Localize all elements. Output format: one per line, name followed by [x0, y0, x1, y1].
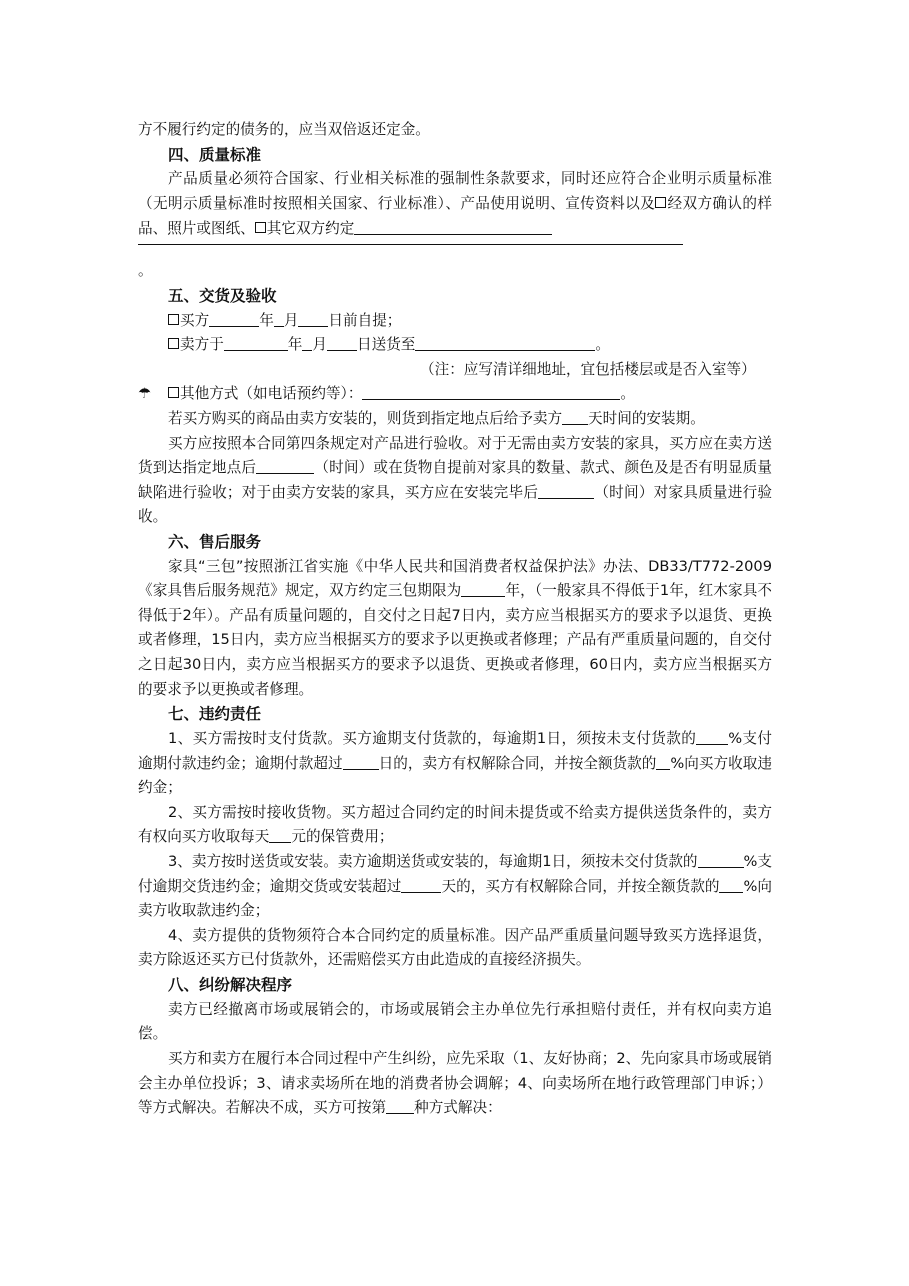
contract-body: [138, 118, 772, 1121]
section-heading-liability: 七、违约责任: [168, 704, 262, 724]
paragraph-liability-3: 3、卖方按时送货或安装。卖方逾期送货或安装的，每逾期1日，须按未交付货款的 %支付逾期交货违约金；逾期交货或安装超过 天的，买方有权解除合同，并按全额货款的 %向卖方收取款违约金；: [138, 853, 772, 920]
checkbox-icon[interactable]: [168, 314, 179, 325]
blank-field[interactable]: [386, 1098, 414, 1114]
address-note: （注：应写清详细地址，宜包括楼层或是否入室等）: [420, 360, 756, 378]
option-other-method: ☂ 其他方式（如电话预约等）： 。: [138, 382, 772, 407]
paragraph-dispute-2: 买方和卖方在履行本合同过程中产生纠纷，应先采取（1、友好协商；2、先向家具市场或展销会主办单位投诉；3、请求卖场所在地的消费者协会调解；4、向卖场所在地行政管理部门申诉；）等方式解决。若解决不成，买方可按第 种方式解决：: [138, 1049, 772, 1117]
blank-field[interactable]: [343, 754, 379, 770]
blank-field[interactable]: [274, 311, 284, 327]
paragraph-liability-4: 4、卖方提供的货物须符合本合同约定的质量标准。因产品严重质量问题导致买方选择退货，卖方除返还买方已付货款外，还需赔偿买方由此造成的直接经济损失。: [138, 926, 772, 969]
paragraph-liability-1: 1、买方需按时支付货款。买方逾期支付货款的，每逾期1日，须按未支付货款的 %支付逾期付款违约金；逾期付款超过 日的，卖方有权解除合同，并按全额货款的 %向买方收取违约金；: [138, 730, 772, 797]
option-self-pickup: 买方 年 月 日前自提；: [138, 309, 772, 334]
blank-field[interactable]: [302, 335, 312, 351]
blank-field[interactable]: [415, 335, 595, 351]
blank-field[interactable]: [538, 483, 594, 499]
section-heading-dispute: 八、纠纷解决程序: [168, 975, 293, 994]
blank-field[interactable]: [256, 458, 314, 474]
blank-field[interactable]: [719, 877, 743, 893]
section-heading-quality: 四、质量标准: [168, 144, 262, 164]
section-heading-after-sales: 六、售后服务: [168, 531, 262, 551]
blank-line[interactable]: [138, 244, 683, 245]
paragraph-quality: 产品质量必须符合国家、行业相关标准的强制性条款要求，同时还应符合企业明示质量标准（无明示质量标准时按照相关国家、行业标准）、产品使用说明、宣传资料以及 经双方确认的样品、照片或图纸、 其它双方约定: [138, 170, 772, 237]
blank-field[interactable]: [354, 219, 552, 235]
umbrella-bullet-icon: ☂: [138, 385, 152, 403]
checkbox-icon[interactable]: [655, 197, 666, 208]
blank-field[interactable]: [362, 384, 620, 400]
paragraph-liability-2: 2、买方需按时接收货物。买方超过合同约定的时间未提货或不给卖方提供送货条件的，卖方有权向买方收取每天 元的保管费用；: [138, 803, 772, 846]
blank-field[interactable]: [656, 754, 670, 770]
paragraph-after-sales: 家具“三包”按照浙江省实施《中华人民共和国消费者权益保护法》办法、DB33/T772-2009《家具售后服务规范》规定，双方约定三包期限为 年，（一般家具不得低于1年，红木家具不得低于2年）。产品有质量问题的，自交付之日起7日内，卖方应当根据买方的要求予以退货、更换或者修理，15日内，卖方应当根据买方的要求予以更换或者修理；产品有严重质量问题的，自交付之日起30日内，卖方应当根据买方的要求予以退货、更换或者修理，60日内，卖方应当根据买方的要求予以更换或者修理。: [138, 557, 772, 698]
section-heading-delivery: 五、交货及验收: [168, 285, 277, 305]
blank-field[interactable]: [401, 877, 441, 893]
checkbox-icon[interactable]: [168, 387, 179, 398]
paragraph-quality-end: 。: [138, 262, 153, 280]
blank-field[interactable]: [461, 581, 505, 597]
blank-field[interactable]: [698, 852, 744, 868]
paragraph-install-period: 若买方购买的商品由卖方安装的，则货到指定地点后给予卖方 天时间的安装期。: [168, 409, 705, 427]
blank-field[interactable]: [327, 335, 357, 351]
paragraph-inspection: 买方应按照本合同第四条规定对产品进行验收。对于无需由卖方安装的家具，买方应在卖方送货到达指定地点后 （时间）或在货物自提前对家具的数量、款式、颜色及是否有明显质量缺陷进行验收；对于由卖方安装的家具，买方应在安装完毕后 （时间）对家具质量进行验收。: [138, 434, 772, 526]
checkbox-icon[interactable]: [168, 338, 179, 349]
blank-field[interactable]: [562, 409, 588, 425]
blank-field[interactable]: [224, 335, 288, 351]
paragraph-deposit-end: 方不履行约定的债务的，应当双倍返还定金。: [138, 121, 430, 138]
paragraph-dispute-1: 卖方已经撤离市场或展销会的，市场或展销会主办单位先行承担赔付责任，并有权向卖方追偿。: [138, 1000, 772, 1043]
blank-field[interactable]: [298, 311, 328, 327]
blank-field[interactable]: [269, 827, 291, 843]
checkbox-icon[interactable]: [255, 222, 266, 233]
option-seller-delivery: 卖方于 年 月 日送货至 。: [138, 333, 772, 358]
blank-field[interactable]: [696, 729, 728, 745]
blank-field[interactable]: [209, 311, 259, 327]
